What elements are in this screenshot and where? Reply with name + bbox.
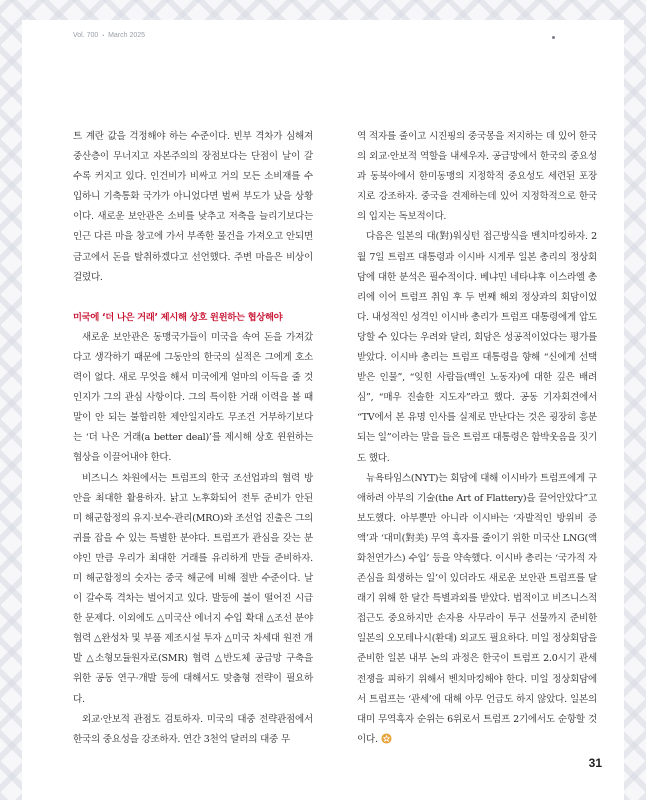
header-separator: • [102, 32, 105, 39]
right-column [357, 127, 597, 750]
body-paragraph: 비즈니스 차원에서는 트럼프의 한국 조선업과의 협력 방안을 최대한 활용하자. 낡고 노후화되어 전투 준비가 안된 미 해군함정의 유지·보수·관리(MRO)와 조선업 진출은 그의 귀를 잡을 수 있는 특별한 분야다. 트럼프가 관심을 갖는 분야인 만큼 우리가 최대한 거래를 유리하게 만들 준비하자. 미 해군함정의 숫자는 중국 해군에 비해 절반 수준이다. 날이 갈수록 격차는 벌어지고 있다. 발등에 불이 떨어진 시급한 문제다. 이외에도 △미국산 에너지 수입 확대 △조선 분야 협력 △완성차 및 부품 제조시설 투자 △미국 차세대 원전 개발 △소형모듈원자로(SMR) 협력 △반도체 공급망 구축을 위한 공동 연구·개발 등에 대해서도 맞춤형 전략이 필요하다. [73, 472, 313, 705]
final-paragraph-text: 뉴욕타임스(NYT)는 회담에 대해 이시바가 트럼프에게 구애하려 아부의 기술(the Art of Flattery)을 끌어안았다”고 보도했다. 아부뿐만 아니라 이시바는 ‘자발적인 방위비 증액’과 ‘대미(對美) 무역 흑자를 줄이기 위한 미국산 LNG(액화천연가스) 수입’ 등을 약속했다. 이시바 총리는 ‘국가적 자존심을 희생하는 일’이 있더라도 새로운 보안관 트럼프를 달래기 위해 한 달간 특별과외를 받았다. 법적이고 비즈니스적 접근도 중요하지만 손자용 사무라이 투구 선물까지 준비한 일본의 오모테나시(환대) 외교도 필요하다. 미일 정상회담을 준비한 일본 내부 논의 과정은 한국이 트럼프 2.0시기 관세전쟁을 피하기 위해서 벤치마킹해야 한다. 미일 정상회담에서 트럼프는 ‘관세’에 대해 아무 언급도 하지 않았다. 일본의 대미 무역흑자 순위는 6위로서 트럼프 2기에서도 순항할 것이다. [357, 472, 597, 745]
header-dot-icon [552, 36, 555, 39]
body-paragraph: 외교·안보적 관점도 검토하자. 미국의 대중 전략관점에서 한국의 중요성을 강조하자. 연간 3천억 달러의 대중 무 [73, 713, 313, 745]
body-paragraph: 새로운 보안관은 동맹국가들이 미국을 속여 돈을 가져갔다고 생각하기 때문에 그동안의 한국의 실적은 그에게 호소력이 없다. 새로 무엇을 해서 미국에게 얼마의 이득을 줄 것인지가 그의 관심 사항이다. 그의 특이한 거래 이력을 볼 때 말이 안 되는 불합리한 제안일지라도 무조건 거부하기보다는 ‘더 나은 거래(a better deal)’를 제시해 상호 윈윈하는 협상을 이끌어내야 한다. [73, 331, 313, 464]
body-paragraph: 역 적자를 줄이고 시진핑의 중국몽을 저지하는 데 있어 한국의 외교·안보적 역할을 내세우자. 공급망에서 한국의 중요성과 동북아에서 한미동맹의 지정학적 중요성도 세련된 포장지로 강조하자. 중국을 견제하는데 있어 지정학적으로 한국의 입지는 독보적이다. [357, 131, 597, 223]
body-paragraph [357, 469, 597, 750]
issue-date: March 2025 [108, 32, 146, 39]
body-paragraph: 다음은 일본의 대(對)워싱턴 접근방식을 벤치마킹하자. 2월 7일 트럼프 대통령과 이시바 시게루 일본 총리의 정상회담에 대한 분석은 필수적이다. 베냐민 네타냐후 이스라엘 총리에 이어 트럼프 취임 후 두 번째 해외 정상과의 회담이었다. 내성적인 성격인 이시바 총리가 트럼프 대통령에게 압도당할 수 있다는 우려와 달리, 회담은 성공적이었다는 평가를 받았다. 이시바 총리는 트럼프 대통령을 향해 “신에게 선택받은 인물”, “잊힌 사람들(백인 노동자)에 대한 깊은 배려심”, “매우 진솔한 지도자”라고 했다. 공동 기자회견에서 “TV에서 본 유명 인사를 실제로 만난다는 것은 굉장히 흥분되는 일”이라는 말을 들은 트럼프 대통령은 함박웃음을 짓기도 했다. [357, 231, 597, 464]
flower-end-mark-icon [381, 733, 392, 744]
left-column [73, 127, 313, 750]
volume-label: Vol. 700 [73, 32, 99, 39]
body-paragraph: 트 계란 값을 걱정해야 하는 수준이다. 빈부 격차가 심해져 중산층이 무너지고 자본주의의 장점보다는 단점이 날이 갈수록 커지고 있다. 인건비가 비싸고 거의 모든 소비재를 수입하니 기축통화 국가가 아니었다면 벌써 부도가 났을 상황이다. 새로운 보안관은 소비를 낮추고 저축을 늘리기보다는 인근 다른 마을 창고에 가서 부족한 물건을 가져오고 안되면 금고에서 돈을 탈취하겠다고 선언했다. 주변 마을은 비상이 걸렸다. [73, 131, 313, 283]
page-header [73, 32, 145, 39]
section-subheading: 미국에 ‘더 나은 거래’ 제시해 상호 윈윈하는 협상해야 [73, 311, 283, 323]
page-number: 31 [588, 756, 602, 770]
